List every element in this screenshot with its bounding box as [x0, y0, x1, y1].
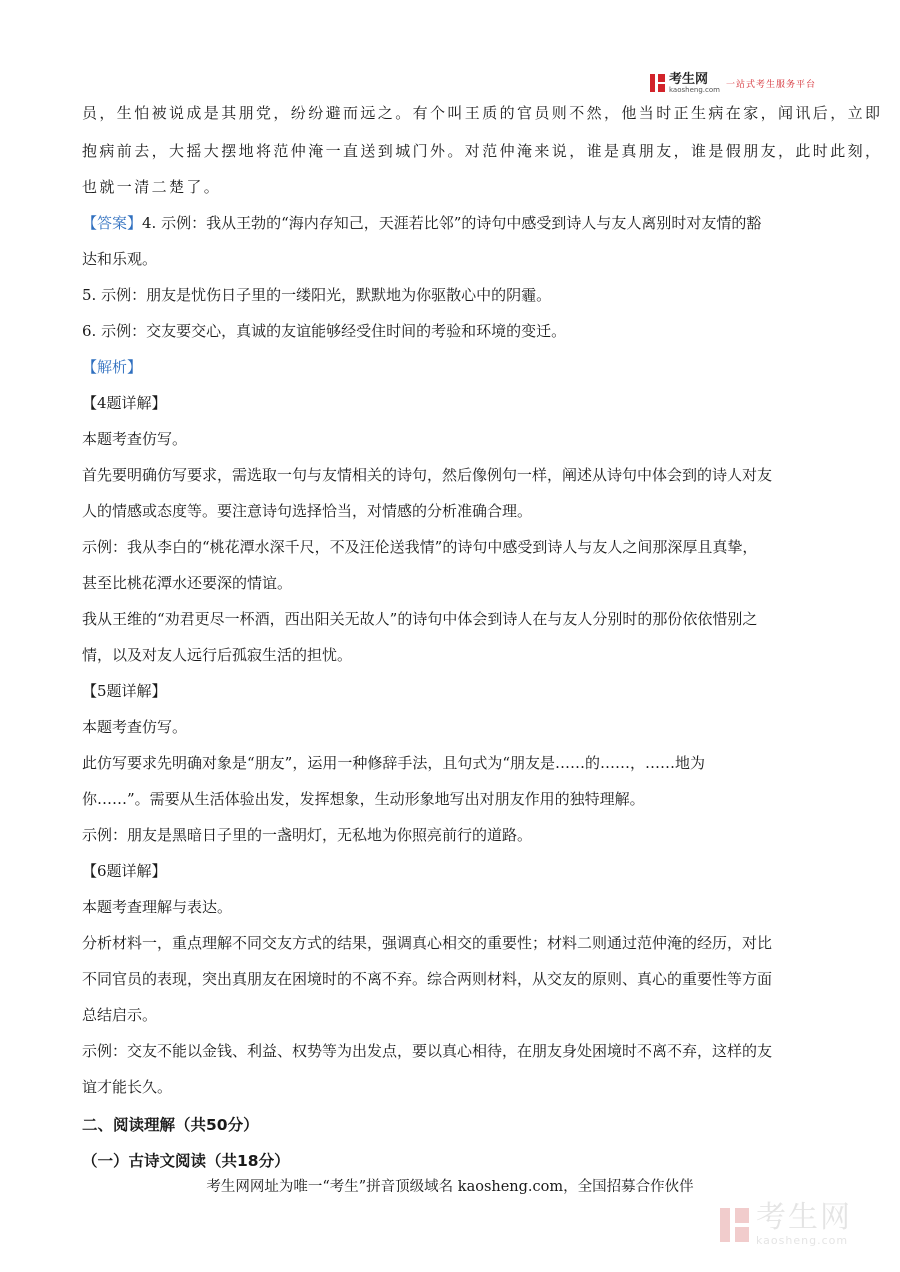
text-line: 示例：朋友是黑暗日子里的一盏明灯，无私地为你照亮前行的道路。 [82, 826, 533, 844]
text-line: 本题考查仿写。 [82, 430, 188, 448]
text-line: 示例：交友不能以金钱、利益、权势等为出发点，要以真心相待，在朋友身处困境时不离不弃，这样的友 [82, 1042, 773, 1060]
text-line: 总结启示。 [82, 1006, 158, 1024]
logo-domain: kaosheng.com [669, 85, 720, 94]
logo-slogan: 一站式考生服务平台 [725, 79, 816, 90]
text-line: 人的情感或态度等。要注意诗句选择恰当，对情感的分析准确合理。 [82, 502, 533, 520]
subsection-title: （一）古诗文阅读（共18分） [82, 1152, 290, 1170]
text-line: 本题考查理解与表达。 [82, 898, 233, 916]
text-line: 我从王维的“劝君更尽一杯酒，西出阳关无故人”的诗句中体会到诗人在与友人分别时的那份依依惜别之 [82, 610, 758, 628]
text-line: 不同官员的表现，突出真朋友在困境时的不离不弃。综合两则材料，从交友的原则、真心的重要性等方面 [82, 970, 773, 988]
answer-line [82, 212, 761, 234]
text-line: 甚至比桃花潭水还要深的情谊。 [82, 574, 293, 592]
text-line: 此仿写要求先明确对象是“朋友”，运用一种修辞手法，且句式为“朋友是……的……，……地为 [82, 754, 706, 772]
logo-name: 考生网 [669, 71, 709, 87]
analysis-tag: 【解析】 [82, 358, 143, 376]
passage-line: 员，生怕被说成是其朋党，纷纷避而远之。有个叫王质的官员则不然，他当时正生病在家，闻讯后，立即 [82, 104, 883, 122]
section-title: 二、阅读理解（共50分） [82, 1116, 259, 1134]
watermark [720, 1200, 852, 1247]
text-line: 情，以及对友人远行后孤寂生活的担忧。 [82, 646, 353, 664]
watermark-domain: kaosheng.com [756, 1234, 849, 1247]
answer-text: 4. 示例：我从王勃的“海内存知己，天涯若比邻”的诗句中感受到诗人与友人离别时对友情的豁 [142, 214, 762, 232]
watermark-logo-icon [720, 1208, 750, 1242]
text-line: 谊才能长久。 [82, 1078, 173, 1096]
section-heading: 【4题详解】 [82, 394, 167, 412]
text-line: 首先要明确仿写要求，需选取一句与友情相关的诗句，然后像例句一样，阐述从诗句中体会到的诗人对友 [82, 466, 773, 484]
text-line: 分析材料一，重点理解不同交友方式的结果，强调真心相交的重要性；材料二则通过范仲淹的经历，对比 [82, 934, 773, 952]
answer-tag: 【答案】 [82, 214, 143, 232]
answer-line: 5. 示例：朋友是忧伤日子里的一缕阳光，默默地为你驱散心中的阴霾。 [82, 286, 552, 304]
section-heading: 【5题详解】 [82, 682, 167, 700]
passage-line: 抱病前去，大摇大摆地将范仲淹一直送到城门外。对范仲淹来说，谁是真朋友，谁是假朋友，此时此刻， [82, 142, 883, 160]
text-line: 本题考查仿写。 [82, 718, 188, 736]
watermark-name: 考生网 [756, 1200, 852, 1235]
kaosheng-logo-icon [650, 74, 666, 92]
text-line: 你……”。需要从生活体验出发，发挥想象，生动形象地写出对朋友作用的独特理解。 [82, 790, 645, 808]
answer-line: 达和乐观。 [82, 250, 158, 268]
page-footer: 考生网网址为唯一“考生”拼音顶级域名 kaosheng.com，全国招募合作伙伴 [206, 1179, 694, 1195]
header-logo [650, 70, 816, 96]
section-heading: 【6题详解】 [82, 862, 167, 880]
text-line: 示例：我从李白的“桃花潭水深千尺，不及汪伦送我情”的诗句中感受到诗人与友人之间那深厚且真挚， [82, 538, 758, 556]
answer-line: 6. 示例：交友要交心，真诚的友谊能够经受住时间的考验和环境的变迁。 [82, 322, 567, 340]
passage-line: 也就一清二楚了。 [82, 178, 222, 196]
